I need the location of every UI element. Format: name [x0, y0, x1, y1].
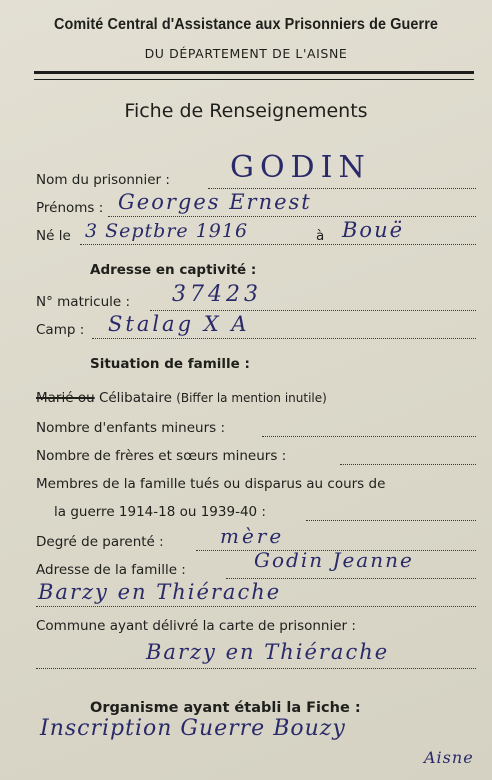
a-label: à	[316, 228, 325, 244]
prenoms-label: Prénoms :	[36, 200, 104, 216]
marie-ou-option: Marié ou	[36, 390, 95, 406]
freres-label: Nombre de frères et sœurs mineurs :	[36, 448, 287, 464]
matricule-label: N° matricule :	[36, 294, 131, 310]
commune-value: Barzy en Thiérache	[146, 640, 390, 664]
nom-label: Nom du prisonnier :	[36, 172, 170, 188]
commune-line	[36, 668, 476, 669]
nom-value: GODIN	[230, 150, 371, 185]
prenoms-value: Georges Ernest	[118, 190, 312, 214]
freres-line	[340, 464, 476, 465]
degre-value: mère	[220, 524, 285, 548]
camp-value: Stalag X A	[108, 312, 250, 336]
ne-le-value: 3 Septbre 1916	[85, 220, 249, 242]
department-subtitle: DU DÉPARTEMENT DE L'AISNE	[144, 46, 348, 61]
camp-label: Camp :	[36, 322, 85, 338]
header-rule-thick	[34, 71, 474, 74]
organisme-value: Inscription Guerre Bouzy	[40, 716, 346, 741]
adresse-famille-value2: Barzy en Thiérache	[38, 580, 282, 604]
degre-label: Degré de parenté :	[36, 534, 164, 550]
captivity-heading: Adresse en captivité :	[90, 262, 257, 278]
enfants-line	[262, 436, 476, 437]
header-rule-thin	[34, 79, 474, 80]
biffer-note: (Biffer la mention inutile)	[176, 391, 327, 405]
adresse-famille-value1: Godin Jeanne	[254, 548, 414, 572]
nom-line	[208, 188, 476, 189]
prenoms-line	[108, 216, 476, 217]
membres-line1: Membres de la famille tués ou disparus au cours de	[36, 476, 386, 492]
ne-le-label: Né le	[36, 228, 71, 244]
organisme-value-aisne: Aisne	[424, 748, 474, 767]
adresse-famille-label: Adresse de la famille :	[36, 562, 186, 578]
adresse-famille-line1	[226, 578, 476, 579]
camp-line	[92, 338, 476, 339]
matricule-line	[150, 310, 476, 311]
matricule-value: 37423	[172, 282, 262, 307]
organisme-heading: Organisme ayant établi la Fiche :	[90, 700, 361, 716]
ne-le-line	[80, 244, 476, 245]
form-title: Fiche de Renseignements	[124, 100, 368, 122]
celibataire-option: Célibataire	[98, 390, 172, 406]
membres-line	[306, 520, 476, 521]
membres-line2: la guerre 1914-18 ou 1939-40 :	[54, 504, 266, 520]
committee-title: Comité Central d'Assistance aux Prisonniers de Guerre	[53, 16, 439, 33]
family-heading: Situation de famille :	[90, 356, 250, 372]
enfants-label: Nombre d'enfants mineurs :	[36, 420, 226, 436]
commune-label: Commune ayant délivré la carte de prisonnier :	[36, 618, 356, 634]
a-value: Bouë	[342, 218, 405, 242]
adresse-famille-line2	[36, 606, 476, 607]
